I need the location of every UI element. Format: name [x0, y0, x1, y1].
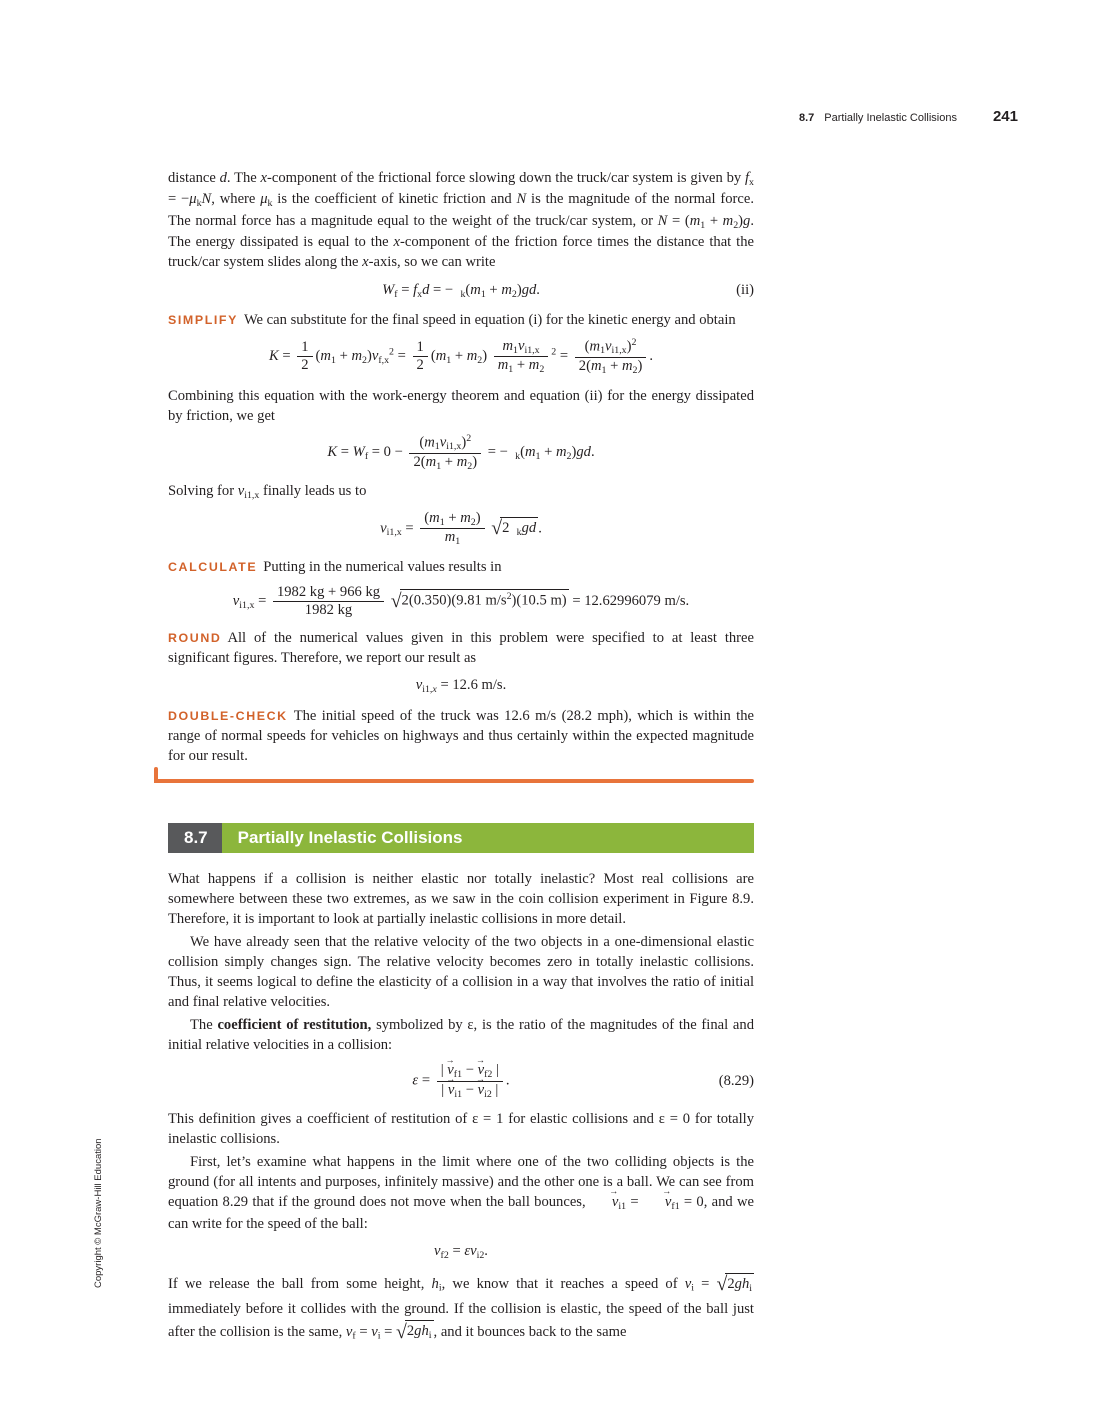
paragraph-solving: Solving for $v_{i1,x}$ finally leads us to — [168, 483, 367, 501]
simplify-text: We can substitute for the final speed in equation (i) for the kinetic energy and obtain — [243, 312, 736, 329]
step-label-doublecheck: DOUBLE-CHECK — [168, 708, 288, 723]
example-bottom-rule — [154, 779, 754, 783]
main-text-column — [168, 168, 754, 1348]
para6-text-b: , we know that it reaches a speed of — [441, 1276, 685, 1293]
round-text: All of the numerical values given in this problem were specified to at least three significant figures. Therefore, we report our result as — [168, 630, 754, 667]
calc-g: 9.81 m/s — [456, 592, 507, 609]
section-paragraph-1: What happens if a collision is neither elastic nor totally inelastic? Most real collisions are somewhere between these two extremes, as we saw in the coin collision experiment in Figure 8.9. Therefore, it is important to look at partially inelastic collisions in more detail. — [168, 870, 754, 928]
section-paragraph-5: First, let’s examine what happens in the limit where one of the two colliding objects is the ground (for all intents and purposes, infinitely massive) and the other one is a ball. We can see from equation 8.29 that if the ground does not move when the ball bounces, $v \to_{i1} = v \to_{f1} = 0$, and we can write for the speed of the ball: — [168, 1152, 754, 1234]
equation-ball-speed: $v_{f2} = \varepsilon v_{i2}$. — [434, 1242, 488, 1261]
paragraph-distance: distance d. The x-component of the frictional force slowing down the truck/car system is given by $f_x = -\mu_kN$, where $\mu_k$ is the coefficient of kinetic friction and N is the magnitude of the normal force. The normal force has a magnitude equal to the weight of the truck/car system, or $N = (m_1 + m_2)g$. The energy dissipated is equal to the x-component of the friction force times the distance that the truck/car system slides along the x-axis, so we can write — [168, 170, 754, 271]
equation-numerical: $v_{i1,x}$ = $\frac{1982 kg + 966 kg}{1982 kg}$ √2(0.350)(9.81 $m/s^2)(10.5$ m) = 12.62996079 m/s. — [232, 583, 690, 618]
running-head-section-title: Partially Inelastic Collisions — [824, 112, 957, 124]
equation-work-energy: $K = W_f = 0$ − $\frac{(m_1v_{i1,x})^2}{2(m_1 + m_2)}$ = − $_k(m_1 + m_2)gd$. — [327, 432, 595, 472]
calc-result: 12.62996079 m/s. — [584, 592, 690, 609]
calculate-text: Putting in the numerical values results in — [263, 558, 502, 575]
page-number: 241 — [992, 108, 1018, 125]
section-number: 8.7 — [168, 823, 222, 853]
para6-text-a: If we release the ball from some height, — [168, 1276, 432, 1293]
section-header-bar — [168, 823, 754, 853]
para6-text-c: immediately before it collides with the ground. If the collision is elastic, the speed of the ball just after the collision is the same, — [168, 1300, 754, 1340]
worked-example-block — [168, 168, 754, 783]
para3-text-a: The — [190, 1017, 218, 1033]
term-coefficient-of-restitution: coefficient of restitution, — [217, 1017, 372, 1033]
equation-kinetic-energy: K = $\frac{1}{2}$ $(m_1 + m_2)v_{f,x}^2$ = $\frac{1}{2}$ $(m_1 + m_2)$ $\frac{m_1v_{i1,x}}{m_1 + m_2}$ $^2$ = $\frac{(m_1v_{i1,x})^2}{2(m_1 + m_2)}$ . — [268, 337, 653, 376]
solving-text-b: finally leads us to — [259, 483, 367, 500]
section-title: Partially Inelastic Collisions — [222, 823, 754, 853]
step-label-calculate: CALCULATE — [168, 559, 258, 574]
equation-8-29: ε = $\frac{| v \to_{f1} - v \to_{f2} |}{| v \to_{i1} - v \to_{i2} |}$ . (8.29) — [168, 1062, 754, 1100]
rounded-result-value: = 12.6 m/s. — [440, 677, 507, 694]
equation-8-29-tag: (8.29) — [718, 1073, 754, 1090]
step-label-simplify: SIMPLIFY — [168, 313, 238, 328]
running-head-section-number: 8.7 — [799, 112, 815, 124]
equation-ii: $W_f = f_xd$ = − $_k(m_1 + m_2)gd$. (ii) — [382, 281, 754, 300]
paragraph-doublecheck — [168, 706, 754, 766]
running-head — [799, 108, 1018, 125]
section-paragraph-3 — [168, 1015, 754, 1055]
equation-ii-tag: (ii) — [736, 282, 754, 299]
para3-text-b: symbolized by ε, is the ratio of the magnitudes of the final and initial relative velocities in a collision: — [168, 1017, 754, 1054]
section-paragraph-2: We have already seen that the relative velocity of the two objects in a one-dimensional elastic collision simply changes sign. The relative velocity becomes zero in totally inelastic collisions. Thus, it seems logical to define the elasticity of a collision in a way that involves the ratio of initial and final relative velocities. — [168, 933, 754, 1011]
paragraph-round — [168, 628, 754, 668]
equation-solve-vi1x: $v_{i1,x}$ = $\frac{(m_1 + m_2)}{m_1}$ √2 $_k$gd . — [380, 509, 542, 547]
calc-denominator: 1982 kg — [273, 601, 384, 619]
para6-text-d: , and it bounces back to the same — [433, 1323, 627, 1340]
doublecheck-text: The initial speed of the truck was 12.6 m/s (28.2 mph), which is within the range of normal speeds for vehicles on highways and thus certainly within the expected magnitude for our result. — [168, 707, 754, 765]
paragraph-simplify — [168, 310, 754, 330]
calc-d: 10.5 m — [521, 592, 562, 609]
paragraph-combining: Combining this equation with the work-energy theorem and equation (ii) for the energy dissipated by friction, we get — [168, 387, 754, 424]
calc-numerator: 1982 kg + 966 kg — [276, 583, 381, 600]
section-paragraph-6: If we release the ball from some height, $h_i$, we know that it reaches a speed of $v_i = √2gh_i$ immediately before it collides with the ground. If the collision is elastic, the speed of the ball just after the collision is the same, $v_f = v_i = √2gh_i$ , and it bounces back to the same — [168, 1273, 754, 1343]
paragraph-calculate — [168, 557, 754, 577]
step-label-round: ROUND — [168, 631, 222, 646]
equation-rounded-result: $v_{i1,x} = 12.6$ m/s. — [415, 677, 507, 696]
copyright-notice: Copyright © McGraw-Hill Education — [93, 1138, 104, 1288]
calc-mu: 0.350 — [413, 592, 447, 609]
solving-text-a: Solving for — [168, 483, 238, 500]
section-paragraph-4: This definition gives a coefficient of restitution of ε = 1 for elastic collisions and ε = 0 for totally inelastic collisions. — [168, 1111, 754, 1148]
